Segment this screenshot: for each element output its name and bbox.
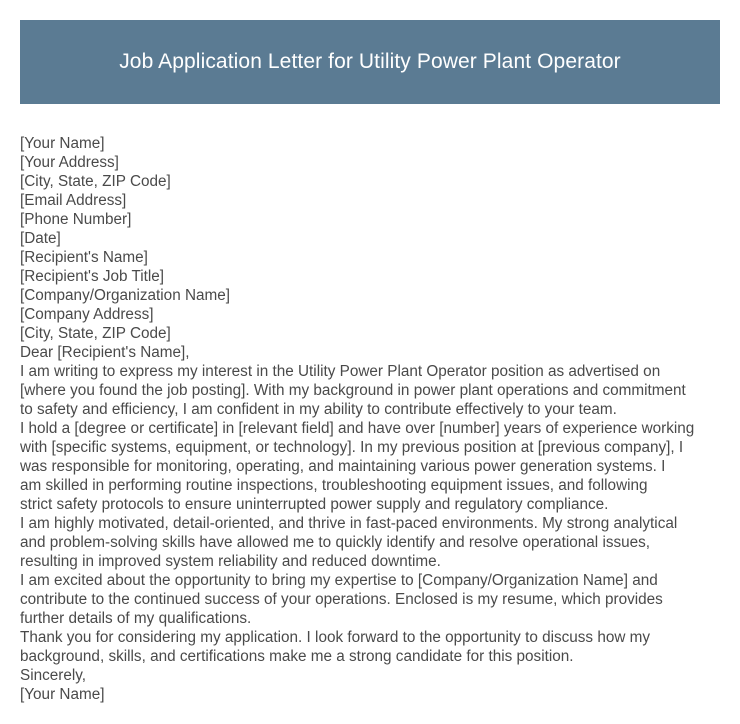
recipient-job-title: [Recipient's Job Title] — [20, 268, 165, 285]
paragraph-line: I am excited about the opportunity to bring my expertise to [Company/Organization Name] and — [20, 572, 658, 589]
sender-name: [Your Name] — [20, 135, 105, 152]
body-paragraph — [20, 419, 720, 514]
paragraph-line: further details of my qualifications. — [20, 610, 252, 627]
sender-city-state-zip: [City, State, ZIP Code] — [20, 173, 171, 190]
paragraph-line: contribute to the continued success of your operations. Enclosed is my resume, which provides — [20, 591, 663, 608]
paragraph-line: [where you found the job posting]. With my background in power plant operations and commitment — [20, 382, 686, 399]
paragraph-line: to safety and efficiency, I am confident in my ability to contribute effectively to your team. — [20, 401, 617, 418]
sender-phone: [Phone Number] — [20, 211, 132, 228]
paragraph-line: I am writing to express my interest in the Utility Power Plant Operator position as advertised on — [20, 363, 661, 380]
recipient-company: [Company/Organization Name] — [20, 287, 231, 304]
paragraph-line: am skilled in performing routine inspections, troubleshooting equipment issues, and following — [20, 477, 648, 494]
letter-date: [Date] — [20, 230, 61, 247]
sender-address: [Your Address] — [20, 154, 119, 171]
paragraph-line: Thank you for considering my application. I look forward to the opportunity to discuss how my — [20, 629, 651, 646]
sender-email: [Email Address] — [20, 192, 127, 209]
closing: Sincerely, — [20, 667, 87, 684]
paragraph-line: background, skills, and certifications make me a strong candidate for this position. — [20, 648, 574, 665]
recipient-address: [Company Address] — [20, 306, 154, 323]
paragraph-line: and problem-solving skills have allowed me to quickly identify and resolve operational issues, — [20, 534, 651, 551]
paragraph-line: I hold a [degree or certificate] in [relevant field] and have over [number] years of experience working — [20, 420, 695, 437]
salutation: Dear [Recipient's Name], — [20, 344, 190, 361]
recipient-city-state-zip: [City, State, ZIP Code] — [20, 325, 171, 342]
body-paragraph — [20, 362, 720, 419]
paragraph-line: I am highly motivated, detail-oriented, and thrive in fast-paced environments. My strong analytical — [20, 515, 678, 532]
paragraph-line: resulting in improved system reliability and reduced downtime. — [20, 553, 441, 570]
signature-name: [Your Name] — [20, 686, 105, 703]
body-paragraph — [20, 628, 720, 666]
paragraph-line: strict safety protocols to ensure uninterrupted power supply and regulatory compliance. — [20, 496, 609, 513]
body-paragraph — [20, 571, 720, 628]
letter-body — [20, 134, 720, 704]
paragraph-line: with [specific systems, equipment, or technology]. In my previous position at [previous company], I — [20, 439, 684, 456]
body-paragraph — [20, 514, 720, 571]
paragraph-line: was responsible for monitoring, operating, and maintaining various power generation systems. I — [20, 458, 666, 475]
recipient-name: [Recipient's Name] — [20, 249, 148, 266]
page-title: Job Application Letter for Utility Power Plant Operator — [119, 50, 621, 73]
letter-header-banner — [20, 20, 720, 104]
